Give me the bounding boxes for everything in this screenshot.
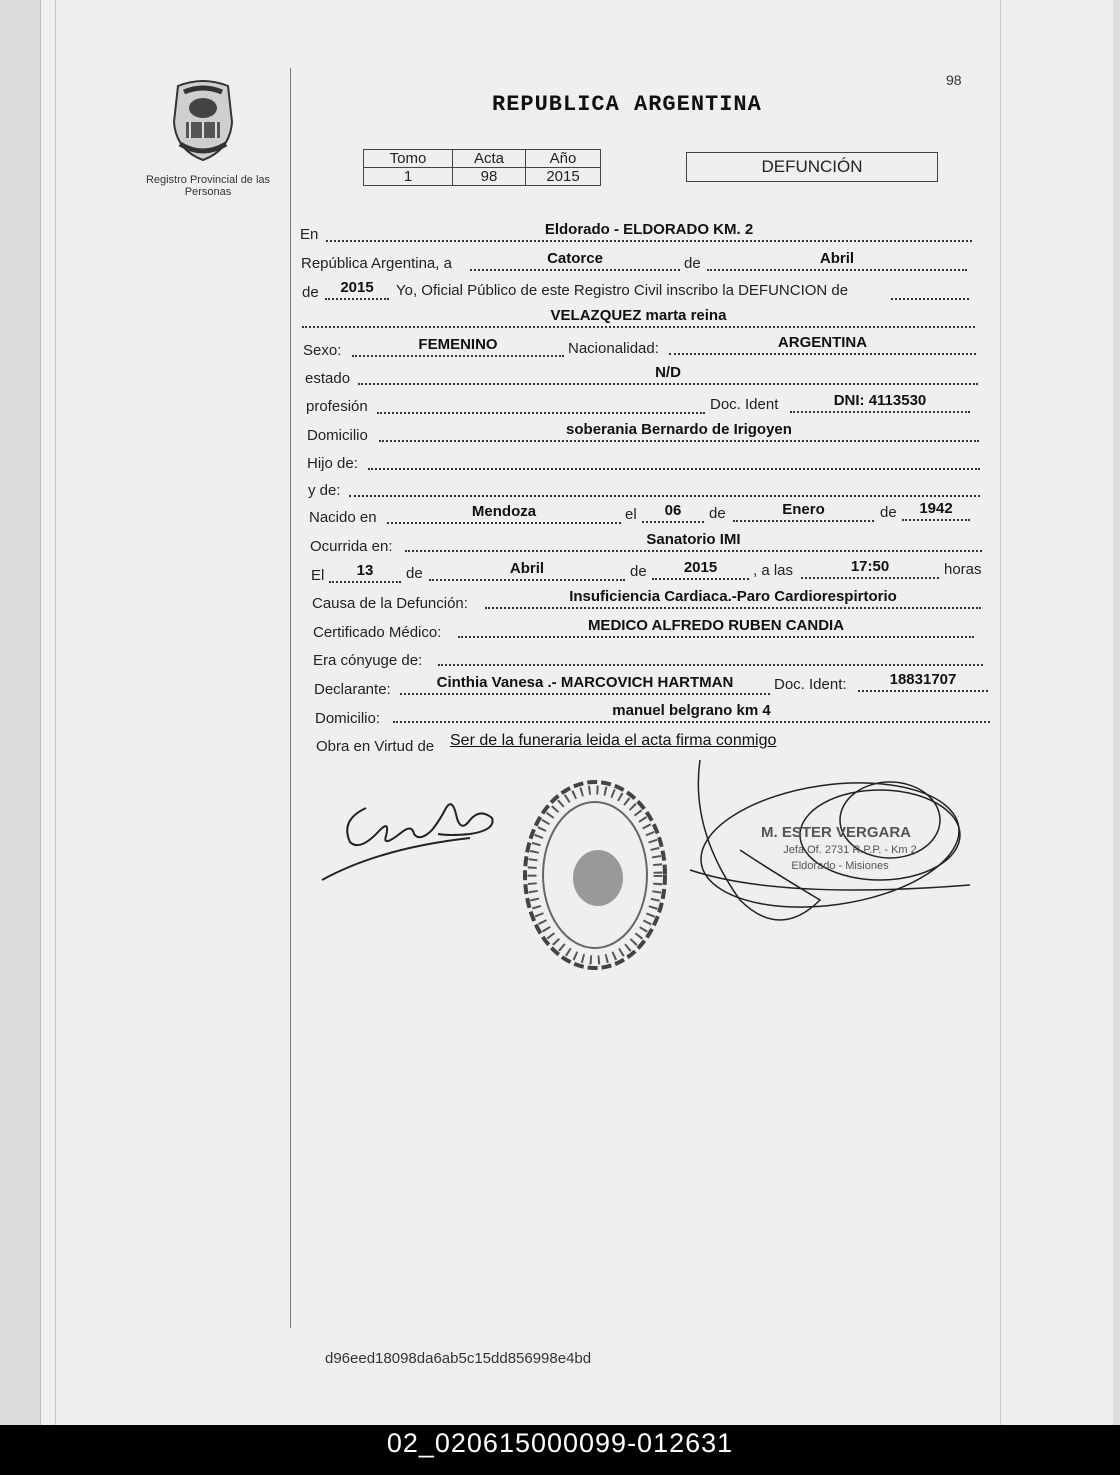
nacionalidad-label: Nacionalidad:	[568, 340, 659, 357]
doc-ident-field: DNI: 4113530	[790, 393, 970, 413]
estado-field: N/D	[358, 365, 978, 385]
estado-label: estado	[305, 370, 351, 387]
death-month-field: Abril	[429, 561, 625, 581]
nacionalidad-field: ARGENTINA	[669, 335, 976, 355]
form-margin-line	[290, 68, 291, 1328]
el-label-2: El	[311, 567, 325, 584]
causa-label: Causa de la Defunción:	[312, 595, 468, 612]
document-title: REPUBLICA ARGENTINA	[492, 92, 762, 117]
horas-label: horas	[944, 561, 982, 578]
month-field: Abril	[707, 251, 967, 271]
de-label-3: de	[709, 505, 726, 522]
a-las-label: , a las	[753, 562, 794, 579]
official-location: Eldorado - Misiones	[791, 860, 889, 872]
sexo-field: FEMENINO	[352, 337, 564, 357]
oficial-statement: Yo, Oficial Público de este Registro Civil inscribo la DEFUNCION de	[396, 282, 849, 299]
place-field: Eldorado - ELDORADO KM. 2	[326, 222, 972, 242]
record-type-box: DEFUNCIÓN	[686, 152, 938, 182]
year-field: 2015	[325, 280, 389, 300]
conyuge-label: Era cónyuge de:	[313, 652, 423, 669]
cause-of-death-field: Insuficiencia Cardiaca.-Paro Cardiorespirtorio	[485, 589, 981, 609]
profesion-label: profesión	[306, 398, 368, 415]
birth-day-field: 06	[642, 503, 704, 523]
ocurrida-label: Ocurrida en:	[310, 538, 393, 555]
death-day-field: 13	[329, 563, 401, 583]
spouse-field	[438, 646, 983, 666]
de-label-4: de	[880, 504, 897, 521]
declarante-label: Declarante:	[314, 681, 391, 698]
death-place-field: Sanatorio IMI	[405, 532, 982, 552]
declarant-doc-label: Doc. Ident:	[774, 676, 847, 693]
page-number: 98	[946, 72, 962, 88]
birth-month-field: Enero	[733, 502, 874, 522]
de-label-6: de	[630, 563, 647, 580]
birthplace-field: Mendoza	[387, 504, 621, 524]
page-edge	[55, 0, 56, 1425]
sexo-label: Sexo:	[303, 342, 342, 359]
provincial-crest-icon	[166, 78, 240, 162]
nacido-label: Nacido en	[309, 509, 377, 526]
yde-label: y de:	[308, 482, 341, 499]
yde-field	[349, 477, 980, 497]
footer-document-id: 02_020615000099-012631	[386, 1428, 734, 1458]
tomo-header: Tomo	[364, 150, 453, 168]
medical-certificate-field: MEDICO ALFREDO RUBEN CANDIA	[458, 618, 974, 638]
hijo-field	[368, 450, 980, 470]
page-right-edge	[1000, 0, 1001, 1425]
official-name: M. ESTER VERGARA	[761, 824, 912, 841]
ano-header: Año	[526, 150, 601, 168]
declarant-signature	[320, 790, 500, 885]
obra-value: Ser de la funeraria leida el acta firma conmigo	[450, 732, 777, 749]
de-label-2: de	[302, 284, 319, 301]
death-time-field: 17:50	[801, 559, 939, 579]
declarant-domicilio-label: Domicilio:	[315, 710, 381, 727]
ano-value: 2015	[526, 168, 601, 186]
acta-value: 98	[453, 168, 526, 186]
declarant-domicilio-field: manuel belgrano km 4	[393, 703, 990, 723]
deceased-name-field: VELAZQUEZ marta reina	[302, 308, 975, 328]
record-reference-table	[363, 149, 601, 186]
republica-label: República Argentina, a	[301, 255, 452, 272]
en-label: En	[300, 226, 319, 243]
certificado-label: Certificado Médico:	[313, 624, 442, 641]
doc-ident-label: Doc. Ident	[710, 396, 779, 413]
official-title: Jefa Of. 2731 R.P.P. - Km 2	[783, 844, 917, 856]
hijo-label: Hijo de:	[307, 455, 358, 472]
document-hash: d96eed18098da6ab5c15dd856998e4bd	[325, 1350, 592, 1367]
de-label-5: de	[406, 565, 423, 582]
declarant-doc-field: 18831707	[858, 672, 988, 692]
obra-label: Obra en Virtud de	[316, 738, 435, 755]
el-label: el	[625, 506, 637, 523]
domicilio-field: soberania Bernardo de Irigoyen	[379, 422, 979, 442]
birth-year-field: 1942	[902, 501, 970, 521]
official-round-seal	[520, 778, 670, 973]
profesion-field	[377, 394, 705, 414]
death-year-field: 2015	[652, 560, 749, 580]
declarant-field: Cinthia Vanesa .- MARCOVICH HARTMAN	[400, 675, 770, 695]
oficial-trailing-line	[891, 280, 969, 300]
tomo-value: 1	[364, 168, 453, 186]
registry-label: Registro Provincial de las Personas	[145, 174, 271, 198]
domicilio-label: Domicilio	[307, 427, 368, 444]
day-field: Catorce	[470, 251, 680, 271]
de-label-1: de	[684, 255, 701, 272]
acta-header: Acta	[453, 150, 526, 168]
